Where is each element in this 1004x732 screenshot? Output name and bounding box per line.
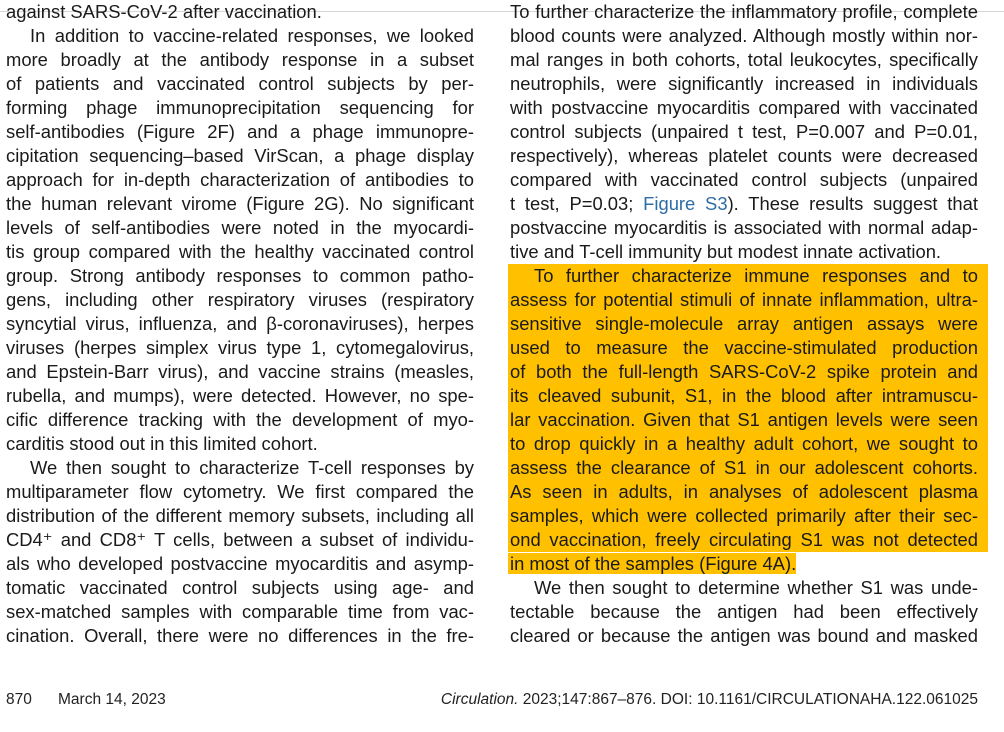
- text-line: compared with vaccinated control subjects (unpaired: [510, 169, 978, 190]
- highlighted-line: samples, which were collected primarily after their sec-: [508, 504, 988, 528]
- text-line: and Epstein-Barr virus), and vaccine strains (measles,: [6, 361, 474, 382]
- publication-date: March 14, 2023: [58, 691, 166, 708]
- text-line: multiparameter flow cytometry. We first compared the: [6, 481, 474, 502]
- text-line: the human relevant virome (Figure 2G). No significant: [6, 193, 474, 214]
- highlighted-line: to drop quickly in a healthy adult cohort, we sought to: [508, 432, 988, 456]
- highlighted-line: As seen in adults, in analyses of adolescent plasma: [508, 480, 988, 504]
- highlighted-paragraph[interactable]: [510, 264, 978, 576]
- text-line: CD4⁺ and CD8⁺ T cells, between a subset of individu-: [6, 529, 474, 550]
- text-line: gens, including other respiratory viruses (respiratory: [6, 289, 474, 310]
- page-footer: [0, 688, 1004, 712]
- text-line: tive and T-cell immunity but modest innate activation.: [510, 241, 942, 262]
- highlighted-line: assess for potential stimuli of innate inflammation, ultra-: [508, 288, 988, 312]
- text-line-with-link: t test, P=0.03; Figure S3). These results suggest that: [510, 193, 978, 214]
- text-line: mal ranges in both cohorts, total leukocytes, specifically: [510, 49, 978, 70]
- text-line: self-antibodies (Figure 2F) and a phage immunopre-: [6, 121, 474, 142]
- text-line: of patients and vaccinated control subjects by per-: [6, 73, 474, 94]
- text-line: sex-matched samples with comparable time from vac-: [6, 601, 474, 622]
- figure-s3-link[interactable]: Figure S3: [643, 193, 728, 214]
- highlighted-line: To further characterize immune responses and to: [508, 264, 988, 288]
- text-line: blood counts were analyzed. Although mostly within nor-: [510, 25, 978, 46]
- highlighted-line: of both the full-length SARS-CoV-2 spike protein and: [508, 360, 988, 384]
- text-line: group. Strong antibody responses to common patho-: [6, 265, 474, 286]
- text-line: against SARS-CoV-2 after vaccination.: [6, 1, 322, 22]
- highlighted-line: ond vaccination, freely circulating S1 was not detected: [508, 528, 988, 552]
- doi-text: 2023;147:867–876. DOI: 10.1161/CIRCULATIONAHA.122.061025: [518, 691, 978, 708]
- text-line: cination. Overall, there were no differences in the fre-: [6, 625, 474, 646]
- text-line: cipitation sequencing–based VirScan, a phage display: [6, 145, 474, 166]
- text-line: tomatic vaccinated control subjects using age- and: [6, 577, 474, 598]
- highlighted-line-last: [510, 552, 978, 576]
- text-line: more broadly at the antibody response in a subset: [6, 49, 474, 70]
- paragraph-start-line: We then sought to characterize T-cell responses by: [30, 457, 474, 478]
- right-column: [510, 0, 978, 648]
- highlighted-line: used to measure the vaccine-stimulated production: [508, 336, 988, 360]
- text-line: cific difference tracking with the development of myo-: [6, 409, 474, 430]
- text-line: syncytial virus, influenza, and β-coronaviruses), herpes: [6, 313, 474, 334]
- text-line: levels of self-antibodies were noted in the myocardi-: [6, 217, 474, 238]
- text-line: tectable because the antigen had been effectively: [510, 601, 978, 622]
- left-column: [6, 0, 474, 648]
- text-line: rubella, and mumps), were detected. However, no spe-: [6, 385, 474, 406]
- paragraph-start-line: In addition to vaccine-related responses, we looked: [30, 25, 474, 46]
- text-line: carditis stood out in this limited cohort.: [6, 433, 318, 454]
- highlighted-text: in most of the samples (Figure 4A).: [510, 553, 797, 574]
- text-line: distribution of the different memory subsets, including all: [6, 505, 474, 526]
- text-line: als who developed postvaccine myocarditis and asymp-: [6, 553, 474, 574]
- text-line: viruses (herpes simplex virus type 1, cytomegalovirus,: [6, 337, 474, 358]
- text-line: tis group compared with the healthy vaccinated control: [6, 241, 474, 262]
- text-line: cleared or because the antigen was bound and masked: [510, 625, 978, 646]
- text-line: respectively), whereas platelet counts were decreased: [510, 145, 978, 166]
- journal-name: Circulation.: [440, 691, 519, 708]
- text-line: approach for in-depth characterization of antibodies to: [6, 169, 474, 190]
- highlighted-line: its cleaved subunit, S1, in the blood after intramuscu-: [508, 384, 988, 408]
- highlighted-line: sensitive single-molecule array antigen assays were: [508, 312, 988, 336]
- text-line: control subjects (unpaired t test, P=0.007 and P=0.01,: [510, 121, 978, 142]
- page-number: 870: [6, 691, 32, 708]
- paragraph-start-line: We then sought to determine whether S1 was unde-: [534, 577, 978, 598]
- text-line: with postvaccine myocarditis compared with vaccinated: [510, 97, 978, 118]
- text-line: postvaccine myocarditis is associated with normal adap-: [510, 217, 978, 238]
- citation: [441, 688, 978, 712]
- highlighted-line: lar vaccination. Given that S1 antigen levels were seen: [508, 408, 988, 432]
- text-line: forming phage immunoprecipitation sequencing for: [6, 97, 474, 118]
- text-line: To further characterize the inflammatory profile, complete: [510, 1, 978, 22]
- highlighted-line: assess the clearance of S1 in our adolescent cohorts.: [508, 456, 988, 480]
- text-line: neutrophils, were significantly increased in individuals: [510, 73, 978, 94]
